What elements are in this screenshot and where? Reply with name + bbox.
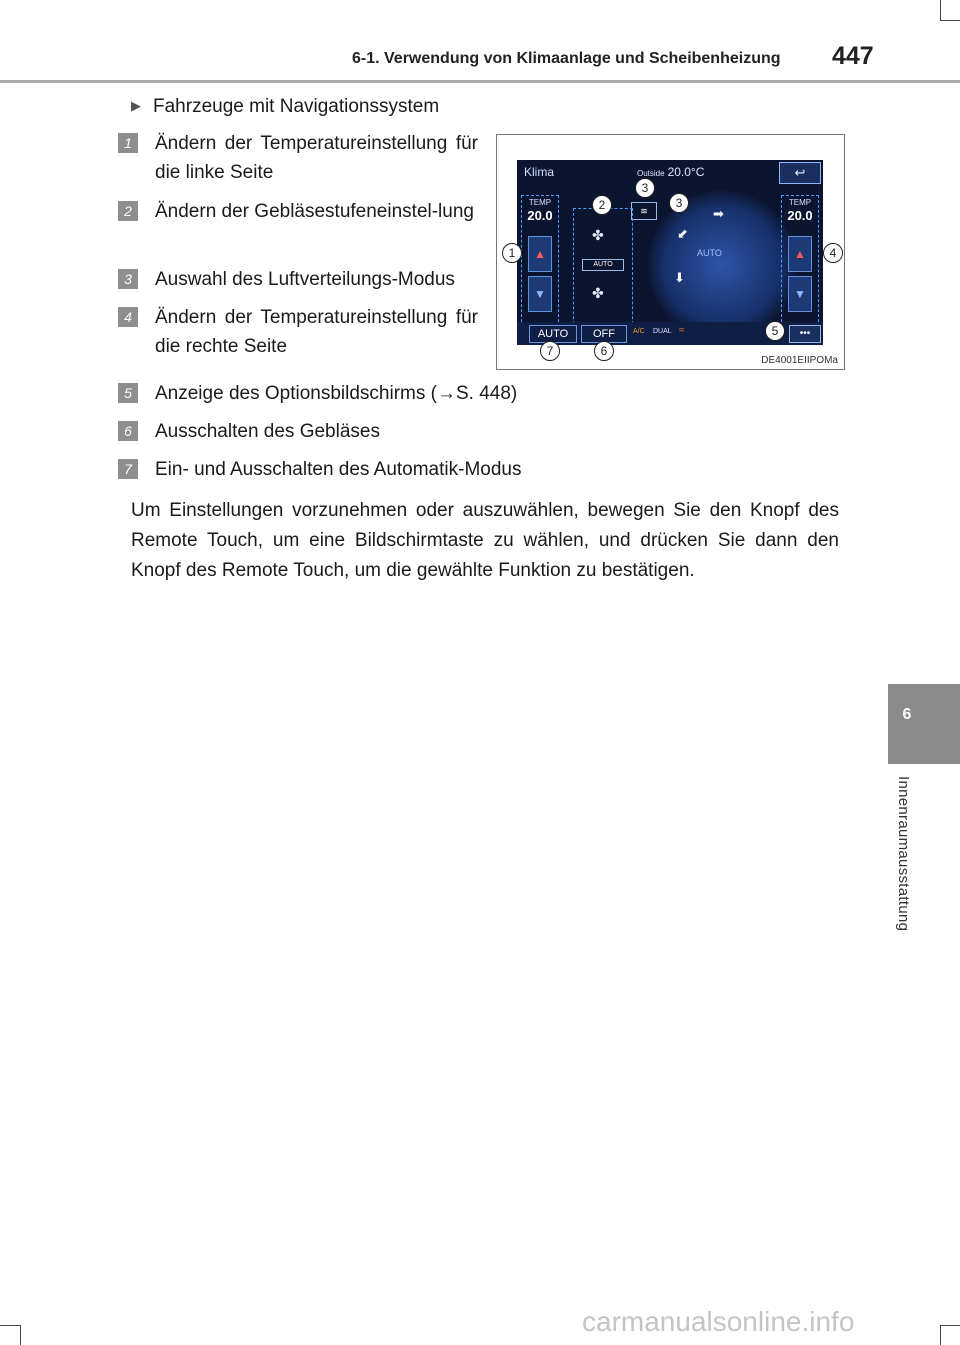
item-text: Ändern der Gebläsestufeneinstel-lung: [155, 201, 474, 222]
ac-label[interactable]: A/C: [633, 328, 645, 335]
list-item: [118, 379, 838, 408]
callout-6: 6: [594, 341, 614, 361]
callout-4: 4: [823, 243, 843, 263]
list-item: [118, 197, 478, 226]
seat-auto-label: AUTO: [697, 248, 722, 258]
climate-screen-figure: [496, 134, 845, 370]
callout-5: 5: [765, 321, 785, 341]
item-number-badge: 2: [118, 201, 138, 221]
dual-label[interactable]: DUAL: [653, 328, 672, 335]
header-divider: [0, 80, 960, 83]
fan-off-button[interactable]: OFF: [581, 325, 627, 343]
vehicle-condition-text: Fahrzeuge mit Navigationssystem: [153, 96, 440, 117]
chapter-number: 6: [902, 706, 912, 723]
options-button[interactable]: •••: [789, 325, 821, 343]
arrow-diagonal-icon: ⬋: [677, 226, 688, 241]
callout-7: 7: [540, 341, 560, 361]
left-temp-control: [521, 195, 559, 337]
watermark: carmanualsonline.info: [582, 1306, 855, 1337]
section-title: 6-1. Verwendung von Klimaanlage und Scheibenheizung: [352, 50, 781, 67]
vehicle-condition: [131, 96, 439, 118]
right-temp-value: 20.0: [787, 208, 813, 223]
list-item: [118, 303, 478, 361]
crop-mark: [20, 1325, 21, 1345]
outside-temp-value: 20.0°C: [667, 165, 705, 179]
back-button[interactable]: ↩: [779, 162, 821, 184]
fan-auto-label: AUTO: [582, 259, 624, 271]
right-temp-control: [781, 195, 819, 337]
left-temp-label: TEMP: [528, 198, 552, 207]
climate-screen: [517, 160, 823, 345]
page-number: 447: [832, 42, 874, 70]
item-number-badge: 3: [118, 269, 138, 289]
right-temp-down-button[interactable]: ▼: [788, 276, 812, 312]
item-text: Ausschalten des Gebläses: [155, 421, 380, 442]
callout-2: 2: [592, 195, 612, 215]
instruction-paragraph: Um Einstellungen vorzunehmen oder auszuwählen, bewegen Sie den Knopf des Remote Touch, um eine Bildschirmtaste zu wählen, und drücken Sie dann den Knopf des Remote Touch, um die gewählte Funktion zu bestätigen.: [131, 500, 839, 581]
chapter-tab: [888, 684, 960, 764]
right-temp-up-button[interactable]: ▲: [788, 236, 812, 272]
item-number-badge: 5: [118, 383, 138, 403]
item-number-badge: 6: [118, 421, 138, 441]
right-temp-label: TEMP: [788, 198, 812, 207]
list-item: [118, 129, 478, 187]
figure-code: DE4001EIIPOMa: [761, 355, 838, 366]
left-temp-down-button[interactable]: ▼: [528, 276, 552, 312]
auto-mode-button[interactable]: AUTO: [529, 325, 577, 343]
callout-1: 1: [502, 243, 522, 263]
triangle-bullet-icon: ▶: [131, 98, 141, 113]
fan-up-icon[interactable]: ✤: [592, 227, 604, 243]
outside-label: Outside: [637, 169, 665, 178]
screen-title: Klima: [524, 165, 555, 179]
item-text: Auswahl des Luftverteilungs-Modus: [155, 269, 455, 290]
callout-3a: 3: [635, 178, 655, 198]
item-text: Anzeige des Optionsbildschirms (→S. 448): [155, 383, 518, 404]
list-item: [118, 455, 838, 484]
item-number-badge: 7: [118, 459, 138, 479]
outside-temperature: [637, 165, 704, 179]
left-temp-up-button[interactable]: ▲: [528, 236, 552, 272]
item-text: Ändern der Temperatureinstellung für die linke Seite: [155, 133, 478, 183]
item-text: Ein- und Ausschalten des Automatik-Modus: [155, 459, 522, 480]
fan-down-icon[interactable]: ✤: [592, 285, 604, 301]
callout-3b: 3: [669, 193, 689, 213]
list-item: [118, 265, 478, 294]
crop-mark: [940, 0, 941, 20]
arrow-right-icon: ➡: [713, 206, 724, 221]
crop-mark: [940, 1325, 960, 1326]
crop-mark: [940, 20, 960, 21]
chapter-title: Innenraumausstattung: [895, 776, 912, 932]
defrost-icon[interactable]: ≈: [679, 325, 685, 336]
item-number-badge: 4: [118, 307, 138, 327]
left-temp-value: 20.0: [527, 208, 553, 223]
fan-speed-control: [573, 208, 633, 334]
defrost-mode-button[interactable]: ≋: [631, 202, 657, 220]
item-number-badge: 1: [118, 133, 138, 153]
arrow-down-icon: ⬇: [674, 270, 685, 285]
crop-mark: [940, 1325, 941, 1345]
list-item: [118, 417, 838, 446]
item-text: Ändern der Temperatureinstellung für die rechte Seite: [155, 307, 478, 357]
crop-mark: [0, 1325, 20, 1326]
